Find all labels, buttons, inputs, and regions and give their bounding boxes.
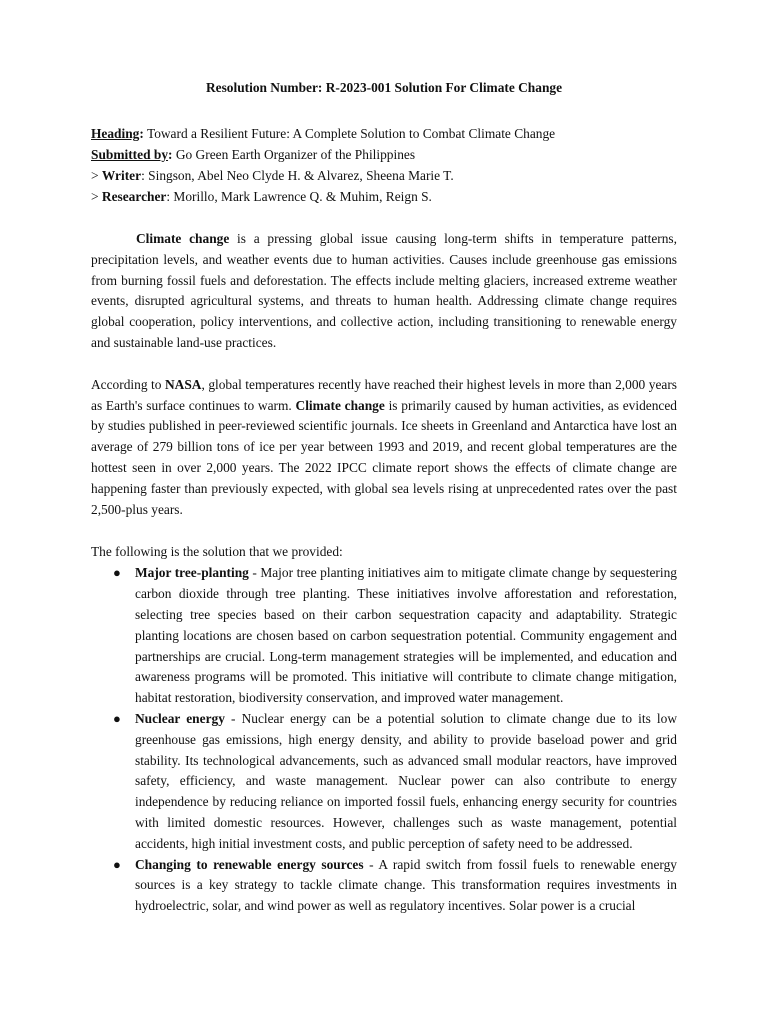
paragraph-2-text-a: , global temperatures recently have reached their highest levels in more than 2,000 years as Earth's surface continues to warm. [91, 376, 678, 413]
solutions-intro: The following is the solution that we provided: [91, 544, 343, 560]
bullet-icon: ● [113, 565, 121, 581]
paragraph-nasa [91, 375, 677, 521]
climate-change-term-2: Climate change [295, 397, 385, 413]
researcher-label: Researcher [101, 189, 167, 204]
bullet-icon: ● [113, 856, 121, 872]
solutions-list [91, 563, 677, 917]
submitted-by-line: Submitted by: Go Green Earth Organizer of the Philippines [91, 147, 416, 162]
solution-title: Major tree-planting [135, 565, 249, 581]
resolution-meta [91, 123, 677, 207]
solution-title: Nuclear energy [135, 710, 225, 726]
writer-line [91, 165, 677, 186]
writer-value: : Singson, Abel Neo Clyde H. & Alvarez, Sheena Marie T. [141, 168, 454, 183]
paragraph-2-text-b: is primarily caused by human activities, as evidenced by studies published in peer-reviewed scientific journals. Ice sheets in Greenland and Antarctica have lost an average of 279 billion tons of ice per year between 1993 and 2019, and recent global temperatures are the hottest seen in over 2,000 years. The 2022 IPCC climate report shows the effects of climate change are happening faster than previously expected, with global sea levels rising at unprecedented rates over the past 2,500-plus years. [91, 397, 677, 517]
submitted-by-value: Go Green Earth Organizer of the Philippines [172, 147, 416, 162]
writer-prefix: > [91, 168, 102, 183]
heading-value: Toward a Resilient Future: A Complete Solution to Combat Climate Change [143, 126, 556, 141]
bullet-icon: ● [113, 710, 121, 726]
researcher-value: : Morillo, Mark Lawrence Q. & Muhim, Reign S. [166, 189, 432, 204]
submitted-by-label: Submitted by [91, 147, 169, 162]
nasa-term: NASA [164, 376, 202, 392]
solution-item-renewable-energy [91, 855, 677, 917]
solution-text: - A rapid switch from fossil fuels to renewable energy sources is a key strategy to tackle climate change. This transformation requires investments in hydroelectric, solar, and wind power as well as regulatory incentives. Solar power is a crucial [135, 856, 677, 914]
solution-item-tree-planting [91, 563, 677, 709]
climate-change-term: Climate change [136, 231, 230, 246]
heading-label: Heading [91, 126, 140, 141]
researcher-prefix: > [91, 189, 102, 204]
paragraph-1-text: is a pressing global issue causing long-term shifts in temperature patterns, precipitation levels, and weather events due to human activities. Causes include greenhouse gas emissions from burning fossil fuels and deforestation. The effects include melting glaciers, increased extreme weather events, disrupted agricultural systems, and threats to human health. Addressing climate change requires global cooperation, policy interventions, and collective action, including transitioning to renewable energy and sustainable land-use practices. [91, 231, 677, 350]
page-title: Resolution Number: R-2023-001 Solution For Climate Change [205, 80, 563, 95]
paragraph-2-lead: According to [91, 376, 165, 392]
solution-text: - Nuclear energy can be a potential solution to climate change due to its low greenhouse gas emissions, high energy density, and ability to provide baseload power and grid stability. Its technological advancements, such as advanced small modular reactors, have improved safety, efficiency, and waste management. Nuclear power can also contribute to energy independence by reducing reliance on imported fossil fuels, enhancing energy security for countries with limited domestic resources. However, challenges such as waste management, potential accidents, high initial investment costs, and public perception of safety need to be addressed. [135, 710, 677, 851]
heading-line: Heading: Toward a Resilient Future: A Complete Solution to Combat Climate Change [91, 126, 556, 141]
solution-text: - Major tree planting initiatives aim to mitigate climate change by sequestering carbon dioxide through tree planting. These initiatives involve afforestation and reforestation, selecting tree species based on their carbon sequestration capacity and adaptability. Strategic planting locations are chosen based on carbon sequestration potential. Community engagement and partnerships are crucial. Long-term management strategies will be implemented, and education and awareness programs will be promoted. This initiative will contribute to climate change mitigation, habitat restoration, biodiversity conservation, and improved water management. [135, 565, 677, 706]
solution-item-nuclear-energy [91, 709, 677, 855]
writer-label: Writer [101, 168, 142, 183]
solution-title: Changing to renewable energy sources [135, 856, 364, 872]
paragraph-climate-change [91, 229, 677, 354]
researcher-line [91, 186, 677, 207]
